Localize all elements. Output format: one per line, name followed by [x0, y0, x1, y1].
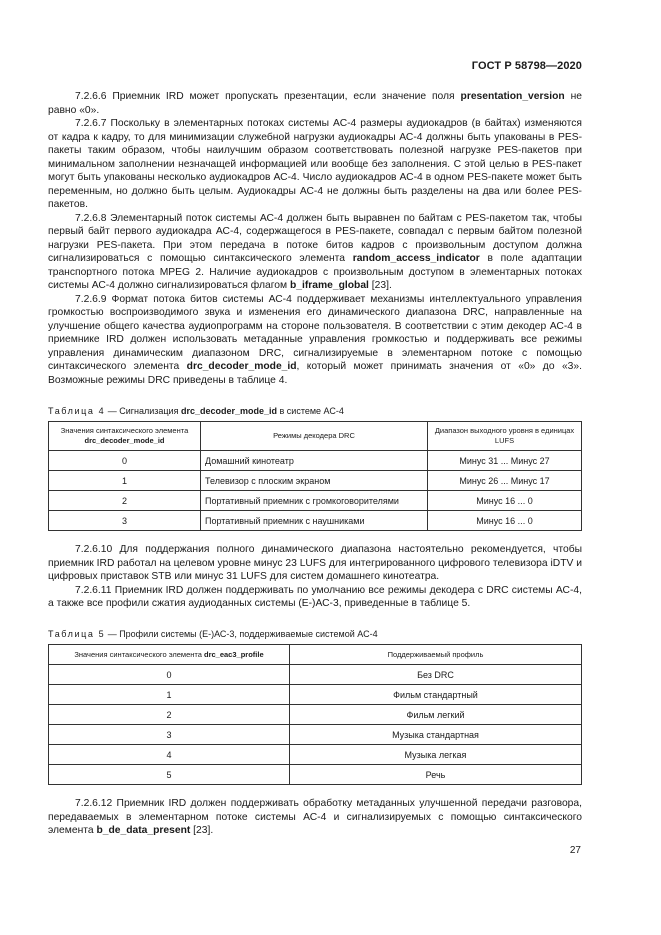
cell-value: 3 — [49, 725, 290, 745]
table-4 — [48, 421, 582, 531]
text: 7.2.6.6 Приемник IRD может пропускать презентации, если значение поля — [75, 91, 461, 102]
table-row — [49, 451, 582, 471]
cell-profile: Музыка легкая — [290, 745, 582, 765]
cell-range: Минус 16 ... 0 — [428, 511, 582, 531]
table-row — [49, 725, 582, 745]
table-row — [49, 471, 582, 491]
text: — Профили системы (Е-)АС-3, поддерживаемые системой АС-4 — [105, 629, 378, 639]
cell-value: 0 — [49, 665, 290, 685]
term-random-access-indicator: random_access_indicator — [352, 253, 480, 264]
text: 7.2.6.8 Элементарный поток системы АС-4 должен быть выравнен по байтам с PES-пакетом так, чтобы первый байт первого аудиокадра АС-4, содержащегося в PES-пакете, совпадал с первым байтом полезной нагрузки PES-пакета. При этом передача в потоке битов кадров с произвольным доступом должна сигнализироваться с помощью синтаксического элемента — [48, 212, 582, 264]
cell-value: 1 — [49, 471, 201, 491]
caption-label: Таблица 5 — [48, 629, 106, 639]
text: [23]. — [190, 825, 214, 836]
caption-term: drc_decoder_mode_id — [180, 406, 278, 416]
cell-value: 2 — [49, 491, 201, 511]
paragraph-7267: 7.2.6.7 Поскольку в элементарных потоках системы АС-4 размеры аудиокадров (в байтах) изменяются от кадра к кадру, то для минимизации служебной нагрузки аудиокадры АС-4 должны быть упакованы в PES-пакеты таким образом, чтобы наилучшим образом соответствовать полезной нагрузке PES-пакетов при минимальном заполнении незначащей информацией или вообще без заполнения. С этой целью в PES-пакет могут быть упакованы несколько аудиокадров АС-4. Число аудиокадров АС-4 в одном PES-пакете может быть переменным, но должно быть целым. Аудиокадры АС-4 не должны быть разделены на два или более PES-пакетов. — [48, 118, 582, 210]
table-row — [49, 511, 582, 531]
cell-range: Минус 26 ... Минус 17 — [428, 471, 582, 491]
header-cell: Диапазон выходного уровня в единицах LUFS — [428, 422, 582, 451]
paragraph-72610: 7.2.6.10 Для поддержания полного динамического диапазона настоятельно рекомендуется, чтобы приемник IRD работал на целевом уровне минус 23 LUFS для интегрированного цифрового телевизора iDTV и цифровых приставок STB или минус 31 LUFS для систем домашнего кинотеатра. — [48, 544, 582, 582]
table-row — [49, 745, 582, 765]
text: в поле адаптации транспортного потока MPEG 2. Наличие аудиокадров с произвольным доступом в элементарных потоках системы АС-4 должно сигнализироваться флагом — [48, 253, 582, 291]
table4-caption — [48, 405, 344, 417]
cell-mode: Телевизор с плоским экраном — [201, 471, 428, 491]
body-text-middle — [48, 543, 582, 611]
cell-profile: Музыка стандартная — [290, 725, 582, 745]
paragraph-7269 — [48, 293, 582, 388]
paragraph-72611: 7.2.6.11 Приемник IRD должен поддерживать по умолчанию все режимы декодера с DRC системы АС-4, а также все профили сжатия аудиоданных системы (Е-)АС-3, приведенные в таблице 5. — [48, 584, 582, 609]
table-header-row — [49, 645, 582, 665]
table-row — [49, 491, 582, 511]
table-row — [49, 685, 582, 705]
cell-profile: Речь — [290, 765, 582, 785]
table-row — [49, 665, 582, 685]
term-b-de-data-present: b_de_data_present — [96, 825, 191, 836]
paragraph-7266 — [48, 90, 582, 117]
caption-label: Таблица 4 — [48, 406, 106, 416]
paragraph-7268 — [48, 212, 582, 293]
header-cell: Режимы декодера DRC — [201, 422, 428, 451]
cell-mode: Домашний кинотеатр — [201, 451, 428, 471]
cell-value: 1 — [49, 685, 290, 705]
cell-profile: Фильм стандартный — [290, 685, 582, 705]
body-text-bottom — [48, 797, 582, 838]
table-row — [49, 705, 582, 725]
cell-value: 3 — [49, 511, 201, 531]
text: , который может принимать значения от «0» до «3». Возможные режимы DRC приведены в таблице 4. — [48, 361, 582, 386]
paragraph-72612 — [48, 797, 582, 838]
header-term: drc_eac3_profile — [204, 649, 264, 659]
cell-range: Минус 16 ... 0 — [428, 491, 582, 511]
term-presentation-version: presentation_version — [460, 91, 565, 102]
table-5 — [48, 644, 582, 785]
cell-value: 0 — [49, 451, 201, 471]
table-header-row — [49, 422, 582, 451]
cell-value: 5 — [49, 765, 290, 785]
text: 7.2.6.9 Формат потока битов системы АС-4 поддерживает механизмы интеллектуального управления громкостью воспроизводимого звука и изменения его динамического диапазона DRC, направленные на улучшение общего качества аудиопрограмм на стороне пользователя. В соответствии с этим декодер АС-4 в приемнике IRD должен использовать метаданные управления громкостью и поддерживать все режимы управления динамическим диапазоном DRC, сигнализируемые в элементарном потоке с помощью синтаксического элемента — [48, 293, 582, 372]
page-number: 27 — [569, 845, 581, 856]
term-drc-decoder-mode-id: drc_decoder_mode_id — [186, 361, 297, 372]
standard-header: ГОСТ Р 58798—2020 — [471, 60, 582, 72]
text: Значения синтаксического элемента — [74, 649, 204, 659]
header-cell — [49, 422, 201, 451]
table5-caption — [48, 628, 378, 640]
cell-mode: Портативный приемник с громкоговорителями — [201, 491, 428, 511]
body-text-top — [48, 90, 582, 387]
cell-profile: Фильм легкий — [290, 705, 582, 725]
cell-mode: Портативный приемник с наушниками — [201, 511, 428, 531]
cell-range: Минус 31 ... Минус 27 — [428, 451, 582, 471]
table-row — [49, 765, 582, 785]
text: 7.2.6.12 Приемник IRD должен поддерживать обработку метаданных улучшенной передачи разговора, передаваемых в элементарном потоке системы АС-4 и сигнализируемых с помощью синтаксического элемента — [48, 798, 582, 836]
text: Значения синтаксического элемента — [60, 426, 189, 435]
header-cell — [49, 645, 290, 665]
text: [23]. — [368, 280, 392, 291]
term-b-iframe-global: b_iframe_global — [289, 280, 369, 291]
text: не равно «0». — [48, 91, 582, 116]
cell-profile: Без DRC — [290, 665, 582, 685]
header-term: drc_decoder_mode_id — [84, 436, 165, 445]
cell-value: 4 — [49, 745, 290, 765]
text: в системе АС-4 — [277, 406, 344, 416]
header-cell: Поддерживаемый профиль — [290, 645, 582, 665]
cell-value: 2 — [49, 705, 290, 725]
text: — Сигнализация — [105, 406, 181, 416]
